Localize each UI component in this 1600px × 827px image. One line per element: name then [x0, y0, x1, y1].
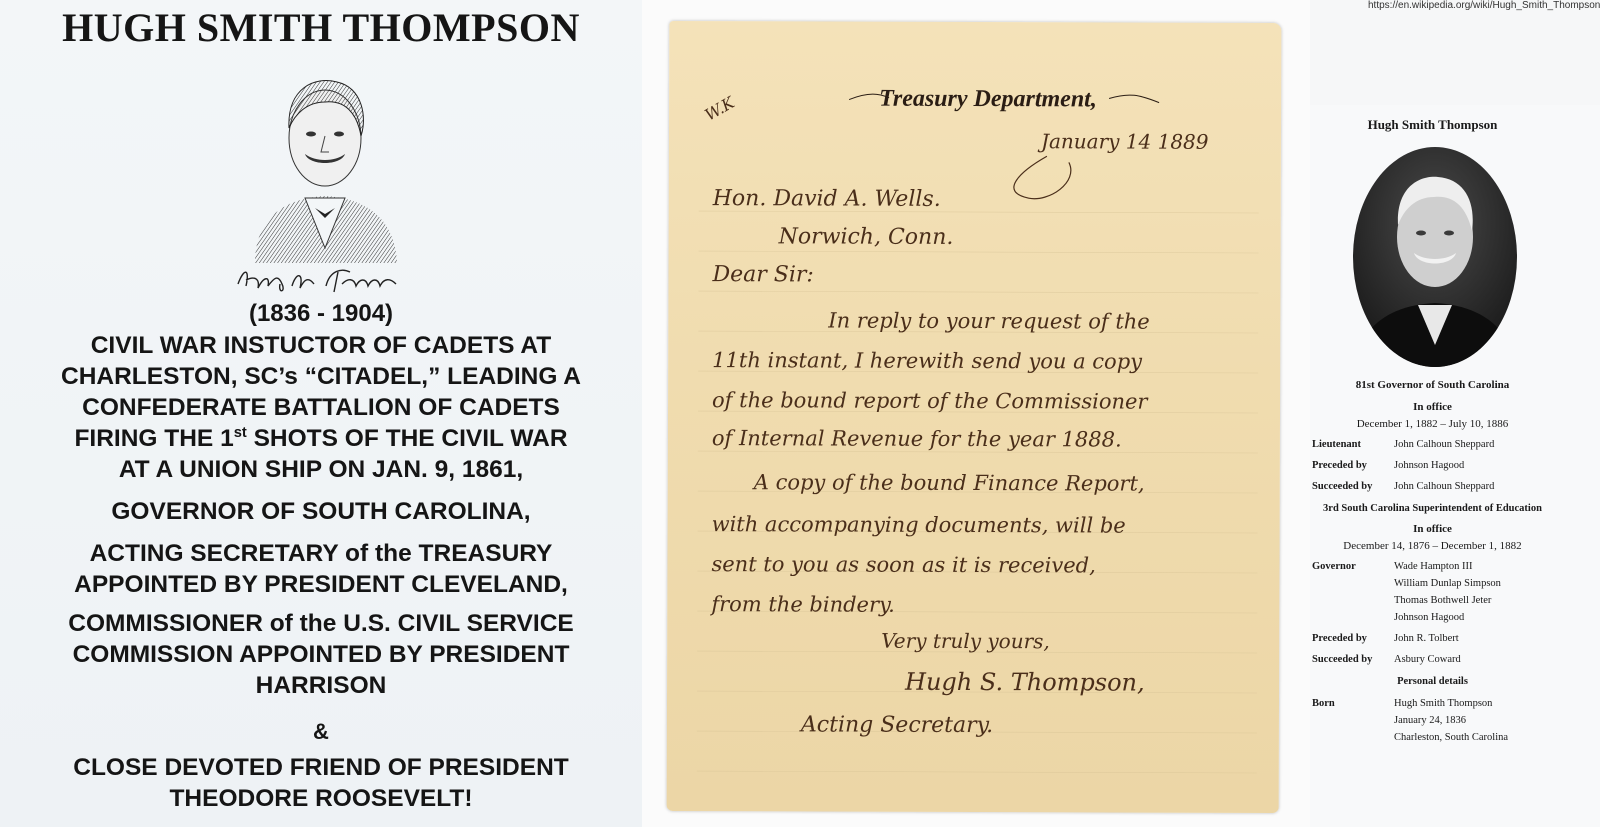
commissioner-line: COMMISSION APPOINTED BY PRESIDENT: [72, 641, 570, 668]
row-value[interactable]: John Calhoun Sheppard: [1394, 439, 1495, 450]
acting-line: APPOINTED BY PRESIDENT CLEVELAND,: [74, 571, 568, 598]
signer-title: Acting Secretary.: [800, 712, 994, 739]
roosevelt-friend: [0, 752, 642, 814]
acting-line: ACTING SECRETARY of the TREASURY: [89, 540, 553, 567]
row-label: Succeeded by: [1312, 481, 1373, 492]
page-url: https://en.wikipedia.org/wiki/Hugh_Smith_Thompson: [1368, 0, 1600, 11]
letter-line: A copy of the bound Finance Report,: [753, 470, 1145, 496]
civil-war-summary: [0, 330, 642, 485]
row-value: Hugh Smith Thompson: [1394, 698, 1493, 709]
corner-mark: W.K: [701, 92, 738, 125]
row-label: Preceded by: [1312, 460, 1367, 471]
engraved-portrait: [245, 58, 405, 263]
governor-name[interactable]: Thomas Bothwell Jeter: [1394, 595, 1492, 606]
governor-name[interactable]: William Dunlap Simpson: [1394, 578, 1501, 589]
office-governor: 81st Governor of South Carolina: [1355, 379, 1510, 391]
personal-details-header: Personal details: [1397, 676, 1468, 687]
row-label: Succeeded by: [1312, 654, 1373, 665]
infobox-title: Hugh Smith Thompson: [1367, 117, 1498, 132]
letter-line: In reply to your request of the: [828, 308, 1150, 334]
governor-term: December 1, 1882 – July 10, 1886: [1356, 418, 1509, 430]
letter-line: of Internal Revenue for the year 1888.: [711, 426, 1122, 452]
closing: Very truly yours,: [881, 628, 1050, 654]
letter-line: from the bindery.: [711, 592, 895, 617]
commissioner-line: COMMISSIONER of the U.S. CIVIL SERVICE: [68, 610, 574, 637]
office-superintendent: 3rd South Carolina Superintendent of Education: [1323, 503, 1542, 514]
governor-name[interactable]: Johnson Hagood: [1394, 612, 1465, 623]
commissioner: [0, 608, 642, 701]
ordinal-suffix: st: [233, 424, 247, 441]
superintendent-term: December 14, 1876 – December 1, 1882: [1343, 540, 1522, 552]
life-dates: (1836 - 1904): [248, 300, 394, 327]
letter-content: [667, 21, 1282, 813]
signature-image: [230, 262, 410, 298]
row-value[interactable]: John R. Tolbert: [1394, 633, 1459, 644]
bio-text: FIRING THE 1: [74, 425, 234, 452]
bio-line: CHARLESTON, SC’s “CITADEL,” LEADING A: [61, 363, 581, 390]
infobox: [1310, 105, 1600, 827]
row-label: Preceded by: [1312, 633, 1367, 644]
ampersand: &: [313, 719, 329, 744]
acting-secretary: [0, 538, 642, 600]
born-place[interactable]: Charleston, South Carolina: [1394, 732, 1509, 743]
governor-line: GOVERNOR OF SOUTH CAROLINA,: [111, 498, 531, 525]
letter-photo: [642, 0, 1310, 827]
row-label: Governor: [1312, 561, 1356, 572]
addressee: Hon. David A. Wells.: [712, 186, 941, 212]
date-flourish: [1014, 156, 1071, 199]
main-title: HUGH SMITH THOMPSON: [62, 5, 580, 50]
row-label: Lieutenant: [1312, 439, 1362, 450]
bio-line: CONFEDERATE BATTALION OF CADETS: [82, 394, 560, 421]
signature: Hugh S. Thompson,: [905, 667, 1145, 697]
letter-line: sent to you as soon as it is received,: [711, 552, 1096, 578]
bio-line: AT A UNION SHIP ON JAN. 9, 1861,: [118, 456, 524, 483]
photo-portrait: [1352, 145, 1518, 369]
wikipedia-printout: [1310, 0, 1600, 827]
salutation: Dear Sir:: [712, 262, 814, 288]
letterhead: Treasury Department,: [879, 85, 1097, 113]
letter-date: January 14 1889: [1040, 129, 1209, 154]
letter-line: with accompanying documents, will be: [711, 512, 1126, 538]
friend-line: THEODORE ROOSEVELT!: [169, 785, 473, 812]
row-value[interactable]: John Calhoun Sheppard: [1394, 481, 1495, 492]
born-date: January 24, 1836: [1394, 715, 1467, 726]
description-panel: [0, 0, 642, 827]
row-value[interactable]: Wade Hampton III: [1394, 561, 1473, 572]
letter-line: 11th instant, I herewith send you a copy: [712, 348, 1143, 374]
in-office-label: In office: [1413, 523, 1452, 535]
address: Norwich, Conn.: [778, 224, 954, 250]
row-value[interactable]: Johnson Hagood: [1394, 460, 1465, 471]
row-label: Born: [1312, 698, 1335, 709]
bio-line: CIVIL WAR INSTUCTOR OF CADETS AT: [90, 332, 552, 359]
handwritten-letter: [667, 21, 1282, 813]
row-value[interactable]: Asbury Coward: [1394, 654, 1461, 665]
bio-line-shots: [0, 423, 642, 454]
friend-line: CLOSE DEVOTED FRIEND OF PRESIDENT: [73, 754, 569, 781]
in-office-label: In office: [1413, 401, 1452, 413]
letter-line: of the bound report of the Commissioner: [712, 388, 1148, 414]
bio-text: SHOTS OF THE CIVIL WAR: [246, 425, 568, 452]
commissioner-line: HARRISON: [255, 672, 387, 699]
